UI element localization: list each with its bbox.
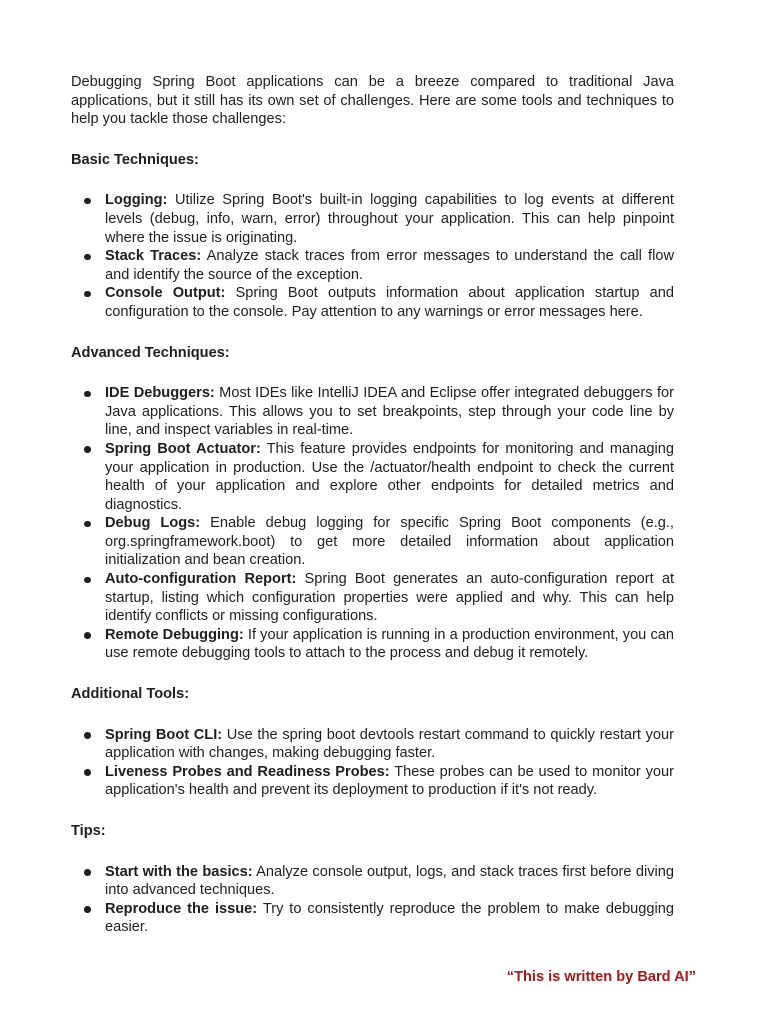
list-item [71, 900, 674, 937]
item-term: Logging: [105, 192, 168, 209]
item-text: Spring Boot outputs information about application startup and configuration to the console. Pay attention to any warnings or error messages here. [105, 285, 674, 320]
item-text: Try to consistently reproduce the problem to make debugging easier. [105, 900, 675, 936]
list-item [71, 191, 674, 247]
list-item [71, 863, 674, 900]
list-item [71, 514, 674, 570]
item-text: Spring Boot generates an auto-configuration report at startup, listing which configuration properties were applied and why. This can help identify conflicts or missing configurations. [105, 571, 674, 625]
list-item [71, 763, 674, 800]
item-term: Debug Logs: [105, 515, 201, 532]
list-item [71, 440, 674, 514]
item-text: Utilize Spring Boot's built-in logging capabilities to log events at different levels (debug, info, warn, error) throughout your application. This can help pinpoint where the issue is originating. [105, 192, 674, 246]
bullet-list-tips [71, 863, 674, 937]
item-term: Remote Debugging: [105, 626, 244, 643]
list-item [71, 247, 674, 284]
list-item [71, 284, 674, 321]
list-item [71, 726, 674, 763]
item-term: Auto-configuration Report: [105, 571, 297, 588]
bullet-list-advanced-techniques [71, 384, 674, 663]
list-item [71, 570, 674, 626]
item-term: Spring Boot Actuator: [105, 440, 261, 457]
item-text: If your application is running in a production environment, you can use remote debugging tools to attach to the process and debug it remotely. [105, 626, 674, 662]
item-text: Enable debug logging for specific Spring Boot components (e.g., org.springframework.boot) to get more detailed information about application initialization and bean creation. [105, 515, 674, 569]
section-heading-basic-techniques: Basic Techniques: [71, 151, 199, 168]
bullet-list-basic-techniques [71, 191, 674, 321]
attribution-note: “This is written by Bard AI” [506, 969, 696, 985]
item-text: Analyze console output, logs, and stack traces first before diving into advanced techniques. [105, 863, 675, 899]
item-text: Analyze stack traces from error messages to understand the call flow and identify the source of the exception. [105, 248, 674, 283]
item-term: Stack Traces: [105, 248, 202, 265]
document-body [71, 73, 674, 937]
item-term: IDE Debuggers: [105, 385, 215, 402]
list-item [71, 384, 674, 440]
item-term: Spring Boot CLI: [105, 726, 223, 743]
bullet-list-additional-tools [71, 726, 674, 800]
section-heading-additional-tools: Additional Tools: [71, 686, 190, 703]
item-text: This feature provides endpoints for monitoring and managing your application in production. Use the /actuator/health endpoint to check the current health of your application and explore other endpoints for detailed metrics and diagnostics. [105, 440, 674, 513]
item-text: These probes can be used to monitor your application's health and prevent its deployment to production if it's not ready. [105, 763, 674, 799]
section-heading-advanced-techniques: Advanced Techniques: [71, 344, 230, 361]
item-term: Reproduce the issue: [105, 900, 258, 917]
item-term: Start with the basics: [105, 863, 253, 880]
intro-paragraph: Debugging Spring Boot applications can be a breeze compared to traditional Java applications, but it still has its own set of challenges. Here are some tools and techniques to help you tackle those challenges: [71, 74, 674, 128]
item-text: Use the spring boot devtools restart command to quickly restart your application with changes, making debugging faster. [105, 726, 675, 762]
item-text: Most IDEs like IntelliJ IDEA and Eclipse offer integrated debuggers for Java applications. This allows you to set breakpoints, step through your code line by line, and inspect variables in real-time. [105, 385, 674, 439]
section-heading-tips: Tips: [71, 823, 106, 839]
item-term: Console Output: [105, 285, 226, 302]
list-item [71, 626, 674, 663]
item-term: Liveness Probes and Readiness Probes: [105, 763, 390, 780]
